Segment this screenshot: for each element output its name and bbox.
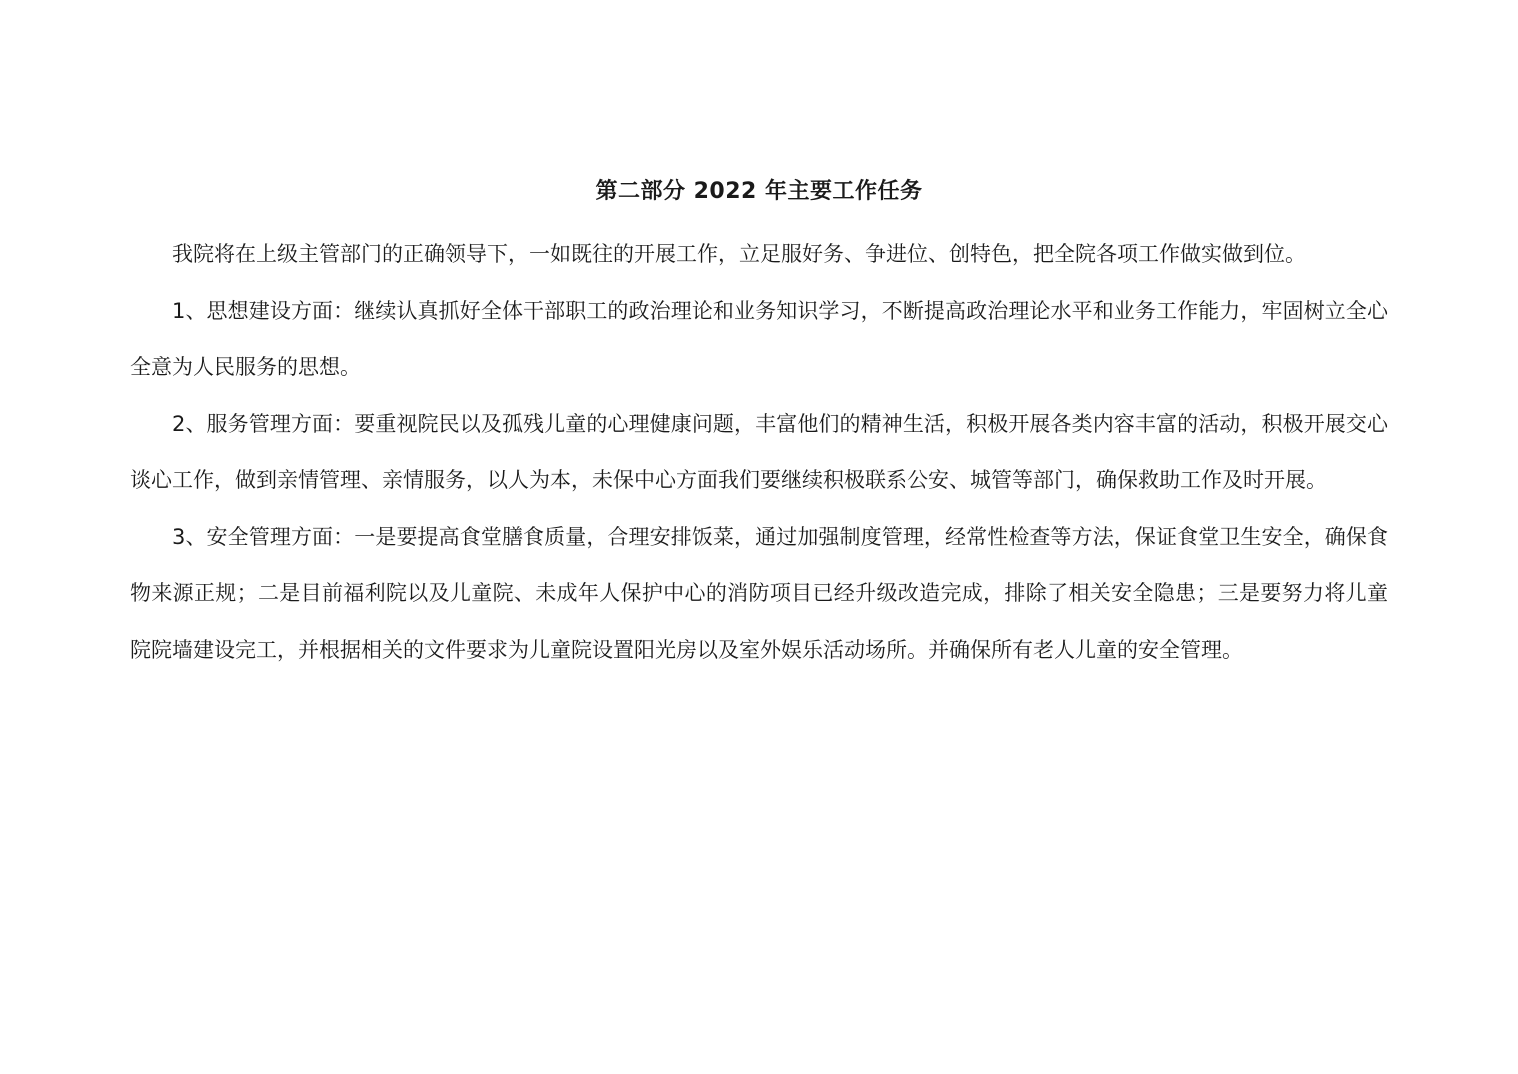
service-management-paragraph: 2、服务管理方面：要重视院民以及孤残儿童的心理健康问题，丰富他们的精神生活，积极开展各类内容丰富的活动，积极开展交心谈心工作，做到亲情管理、亲情服务，以人为本，未保中心方面我们要继续积极联系公安、城管等部门，确保救助工作及时开展。 [130,411,1388,492]
intro-paragraph: 我院将在上级主管部门的正确领导下，一如既往的开展工作，立足服好务、争进位、创特色，把全院各项工作做实做到位。 [172,242,1306,266]
safety-management-paragraph: 3、安全管理方面：一是要提高食堂膳食质量，合理安排饭菜，通过加强制度管理，经常性检查等方法，保证食堂卫生安全，确保食物来源正规；二是目前福利院以及儿童院、未成年人保护中心的消防项目已经升级改造完成，排除了相关安全隐患；三是要努力将儿童院院墙建设完工，并根据相关的文件要求为儿童院设置阳光房以及室外娱乐活动场所。并确保所有老人儿童的安全管理。 [130,524,1388,662]
section-title: 第二部分 2022 年主要工作任务 [595,179,923,204]
document-page [130,170,1388,678]
ideology-paragraph: 1、思想建设方面：继续认真抓好全体干部职工的政治理论和业务知识学习，不断提高政治理论水平和业务工作能力，牢固树立全心全意为人民服务的思想。 [130,298,1388,379]
